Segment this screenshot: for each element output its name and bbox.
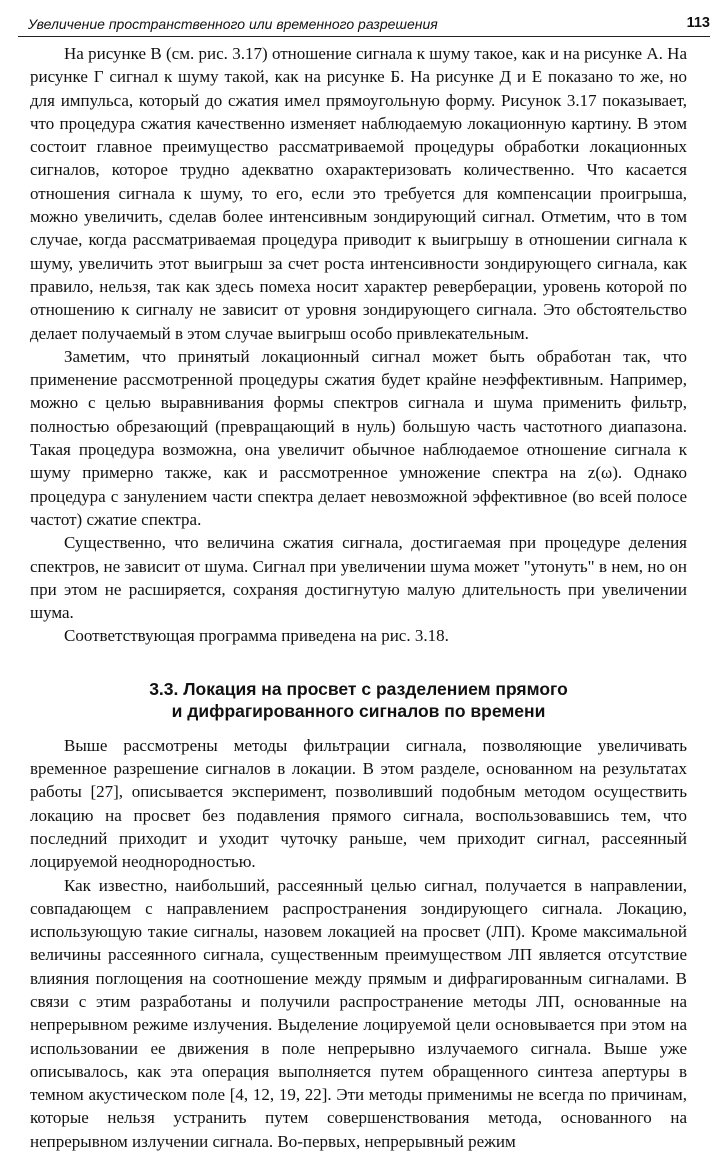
page-body	[30, 42, 687, 1153]
body-paragraph: На рисунке В (см. рис. 3.17) отношение сигнала к шуму такое, как и на рисунке А. На рисунке Г сигнал к шуму такой, как на рисунке Б. На рисунке Д и Е показано то же, но для импульса, который до сжатия имел прямоугольную форму. Рисунок 3.17 показывает, что процедура сжатия качественно изменяет наблюдаемую локационную картину. В этом состоит главное преимущество рассматриваемой процедуры обработки локационных сигналов, которое трудно адекватно охарактеризовать количественно. Что касается отношения сигнала к шуму, то его, если это требуется для компенсации проигрыша, можно увеличить, сделав более интенсивным зондирующий сигнал. Отметим, что в том случае, когда рассматриваемая процедура приводит к выигрышу в отношении сигнала к шуму, увеличить этот выигрыш за счет роста интенсивности зондирующего сигнала, как правило, нельзя, так как здесь помеха носит характер реверберации, уровень которой по отношению к сигналу не зависит от уровня зондирующего сигнала. Это обстоятельство делает получаемый в этом случае выигрыш особо привлекательным.	[30, 42, 687, 345]
body-paragraph: Соответствующая программа приведена на рис. 3.18.	[30, 624, 687, 647]
section-heading-line: 3.3. Локация на просвет с разделением прямого	[30, 678, 687, 700]
body-paragraph: Как известно, наибольший, рассеянный целью сигнал, получается в направлении, совпадающем с направлением распространения зондирующего сигнала. Локацию, использующую такие сигналы, назовем локацией на просвет (ЛП). Кроме максимальной величины рассеянного сигнала, существенным преимуществом ЛП является отсутствие влияния поглощения на соотношение между прямым и дифрагированным сигналами. В связи с этим разработаны и получили распространение методы ЛП, основанные на непрерывном режиме излучения. Выделение лоцируемой цели основывается при этом на использовании ее движения в поле непрерывно излучаемого сигнала. Выше уже описывалось, как эта операция выполняется путем обращенного синтеза апертуры в темном акустическом поле [4, 12, 19, 22]. Эти методы применимы не всегда по причинам, которые нельзя устранить путем совершенствования метода, основанного на непрерывном излучении сигнала. Во-первых, непрерывный режим	[30, 874, 687, 1153]
section-heading	[30, 678, 687, 722]
page-number: 113	[687, 15, 710, 31]
running-header	[18, 12, 710, 37]
body-paragraph: Заметим, что принятый локационный сигнал может быть обработан так, что применение рассмотренной процедуры сжатия будет крайне неэффективным. Например, можно с целью выравнивания формы спектров сигнала и шума применить фильтр, полностью обрезающий (превращающий в нуль) большую часть частотного диапазона. Такая процедура возможна, она увеличит обычное наблюдаемое отношение сигнала к шуму примерно также, как и рассмотренное умножение спектра на z(ω). Однако процедура с занулением части спектра делает невозможной эффективное (во всей полосе частот) сжатие спектра.	[30, 345, 687, 531]
section-heading-line: и дифрагированного сигналов по времени	[30, 700, 687, 722]
body-paragraph: Существенно, что величина сжатия сигнала, достигаемая при процедуре деления спектров, не зависит от шума. Сигнал при увеличении шума может "утонуть" в нем, но он при этом не расширяется, сохраняя достигнутую малую длительность при увеличении шума.	[30, 531, 687, 624]
body-paragraph: Выше рассмотрены методы фильтрации сигнала, позволяющие увеличивать временное разрешение сигналов в локации. В этом разделе, основанном на результатах работы [27], описывается эксперимент, позволивший подобным методом осуществить локацию на просвет без подавления прямого сигнала, воспользовавшись тем, что последний приходит и уходит чуточку раньше, чем приходит сигнал, рассеянный лоцируемой неоднородностью.	[30, 734, 687, 874]
running-title: Увеличение пространственного или временного разрешения	[28, 16, 438, 32]
